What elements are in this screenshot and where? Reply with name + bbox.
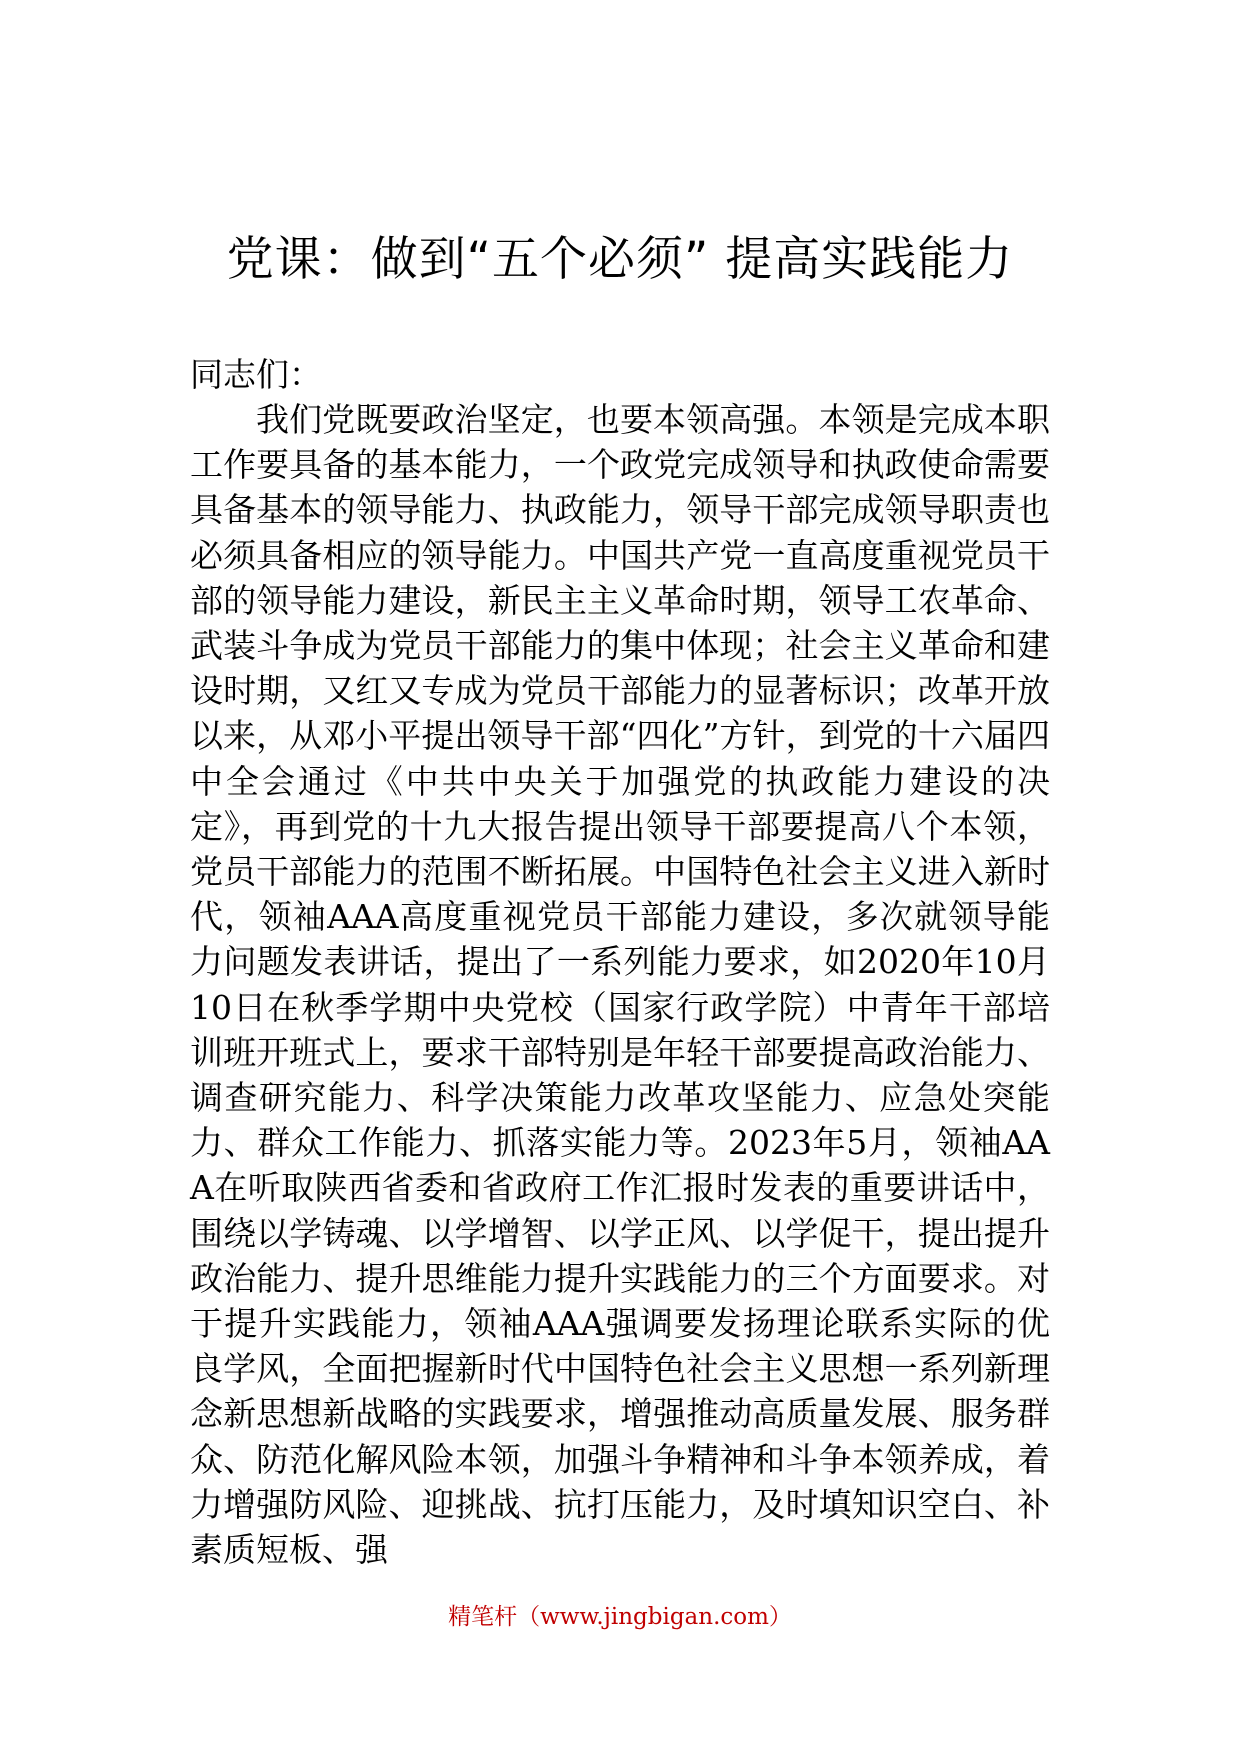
body-paragraph: 我们党既要政治坚定，也要本领高强。本领是完成本职工作要具备的基本能力，一个政党完成领导和执政使命需要具备基本的领导能力、执政能力，领导干部完成领导职责也必须具备相应的领导能力。中国共产党一直高度重视党员干部的领导能力建设，新民主主义革命时期，领导工农革命、武装斗争成为党员干部能力的集中体现；社会主义革命和建设时期，又红又专成为党员干部能力的显著标识；改革开放以来，从邓小平提出领导干部“四化”方针，到党的十六届四中全会通过《中共中央关于加强党的执政能力建设的决定》，再到党的十九大报告提出领导干部要提高八个本领，党员干部能力的范围不断拓展。中国特色社会主义进入新时代，领袖AAA高度重视党员干部能力建设，多次就领导能力问题发表讲话，提出了一系列能力要求，如2020年10月10日在秋季学期中央党校（国家行政学院）中青年干部培训班开班式上，要求干部特别是年轻干部要提高政治能力、调查研究能力、科学决策能力改革攻坚能力、应急处突能力、群众工作能力、抓落实能力等。2023年5月，领袖AAA在听取陕西省委和省政府工作汇报时发表的重要讲话中，围绕以学铸魂、以学增智、以学正风、以学促干，提出提升政治能力、提升思维能力提升实践能力的三个方面要求。对于提升实践能力，领袖AAA强调要发扬理论联系实际的优良学风，全面把握新时代中国特色社会主义思想一系列新理念新思想新战略的实践要求，增强推动高质量发展、服务群众、防范化解风险本领，加强斗争精神和斗争本领养成，着力增强防风险、迎挑战、抗打压能力，及时填知识空白、补素质短板、强 [190,400,1050,1570]
salutation: 同志们： [190,355,322,394]
footer-watermark: 精笔杆（www.jingbigan.com） [448,1604,792,1630]
document-title: 党课：做到“五个必须” 提高实践能力 [226,232,1014,287]
